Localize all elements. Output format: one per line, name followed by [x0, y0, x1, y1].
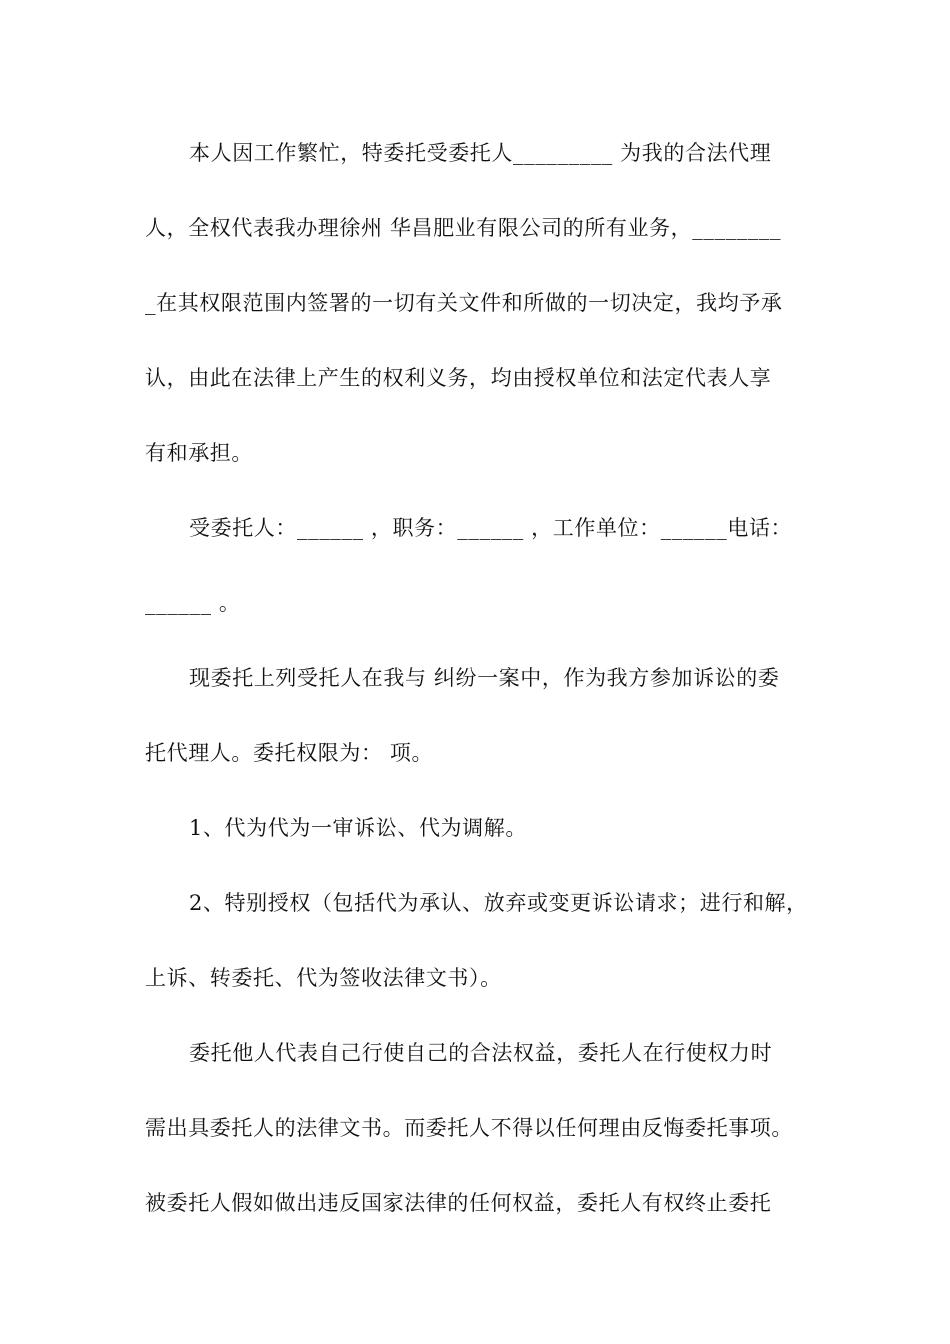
text-line: ______ 。: [145, 591, 241, 615]
text-line: 需出具委托人的法律文书。而委托人不得以任何理由反悔委托事项。: [145, 1116, 793, 1140]
text-line: 托代理人。委托权限为： 项。: [145, 741, 434, 765]
text-line: 委托他人代表自己行使自己的合法权益，委托人在行使权力时: [189, 1041, 773, 1065]
text-line: 有和承担。: [145, 441, 253, 465]
text-line: 认，由此在法律上产生的权利义务，均由授权单位和法定代表人享: [145, 366, 772, 390]
text-line: 1、代为代为一审诉讼、代为调解。: [189, 816, 527, 840]
text-line: 受委托人：______ ，职务：______ ，工作单位：______电话：: [189, 516, 793, 540]
text-line: 现委托上列受托人在我与 纠纷一案中，作为我方参加诉讼的委: [189, 666, 780, 690]
text-line: _在其权限范围内签署的一切有关文件和所做的一切决定，我均予承: [145, 291, 783, 315]
text-line: 2、特别授权（包括代为承认、放弃或变更诉讼请求；进行和解，: [189, 891, 808, 915]
text-line: 被委托人假如做出违反国家法律的任何权益，委托人有权终止委托: [145, 1191, 772, 1215]
text-line: 人，全权代表我办理徐州 华昌肥业有限公司的所有业务，________: [145, 216, 782, 240]
text-line: 本人因工作繁忙，特委托受委托人_________ 为我的合法代理: [189, 141, 772, 165]
text-line: 上诉、转委托、代为签收法律文书）。: [145, 966, 502, 990]
